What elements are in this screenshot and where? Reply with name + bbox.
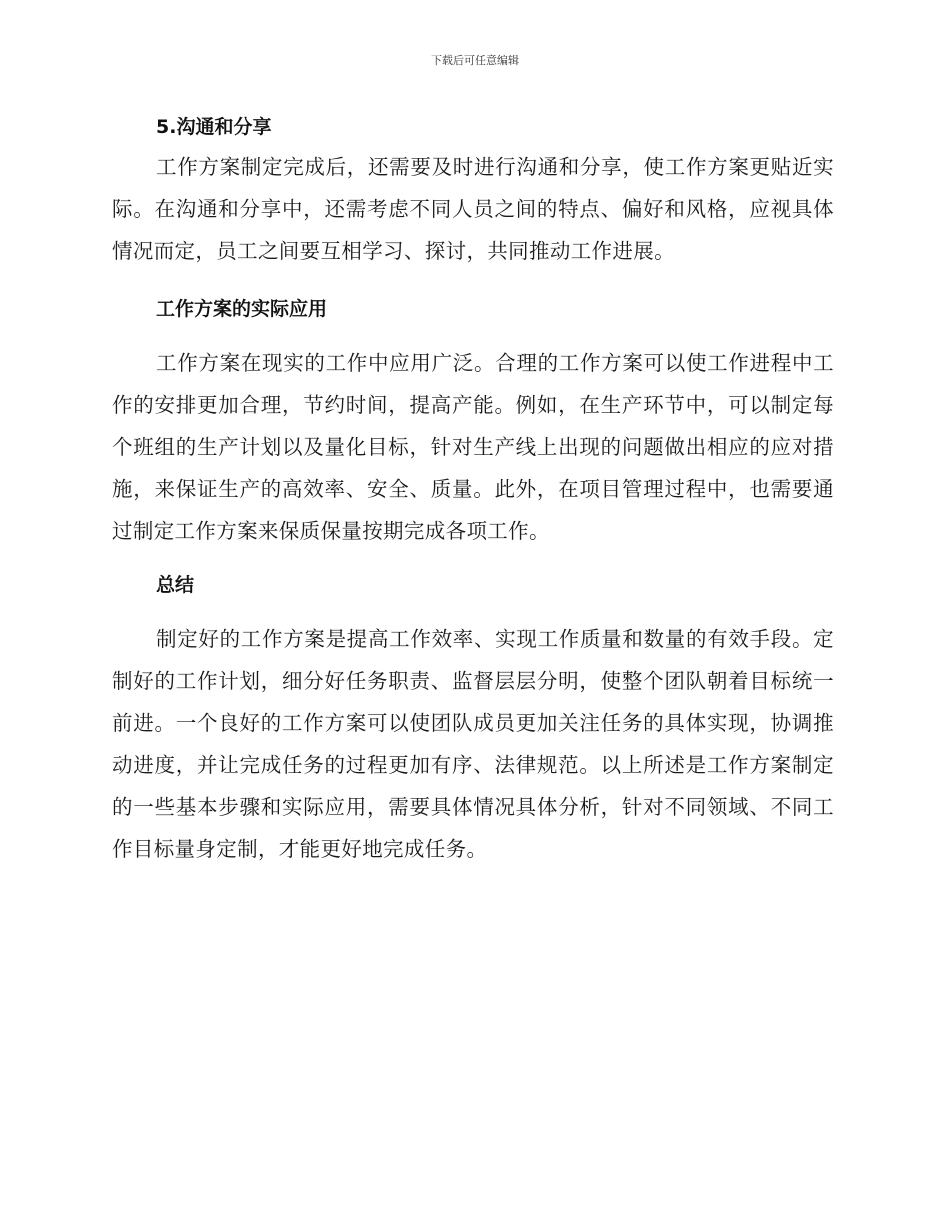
paragraph-summary: 制定好的工作方案是提高工作效率、实现工作质量和数量的有效手段。定制好的工作计划，细分好任务职责、监督层层分明，使整个团队朝着目标统一前进。一个良好的工作方案可以使团队成员更加关注任务的具体实现，协调推动进度，并让完成任务的过程更加有序、法律规范。以上所述是工作方案制定的一些基本步骤和实际应用，需要具体情况具体分析，针对不同领域、不同工作目标量身定制，才能更好地完成任务。: [112, 627, 834, 861]
paragraph-application: 工作方案在现实的工作中应用广泛。合理的工作方案可以使工作进程中工作的安排更加合理，节约时间，提高产能。例如，在生产环节中，可以制定每个班组的生产计划以及量化目标，针对生产线上出现的问题做出相应的应对措施，来保证生产的高效率、安全、质量。此外，在项目管理过程中，也需要通过制定工作方案来保质保量按期完成各项工作。: [112, 351, 834, 543]
section-heading-communication: 5.沟通和分享: [156, 116, 272, 138]
document-body: [112, 108, 834, 884]
paragraph-communication: 工作方案制定完成后，还需要及时进行沟通和分享，使工作方案更贴近实际。在沟通和分享中，还需考虑不同人员之间的特点、偏好和风格，应视具体情况而定，员工之间要互相学习、探讨，共同推动工作进展。: [112, 155, 834, 263]
section-heading-summary: 总结: [156, 574, 195, 596]
section-heading-application: 工作方案的实际应用: [156, 298, 328, 320]
page-header: 下载后可任意编辑: [431, 54, 519, 67]
